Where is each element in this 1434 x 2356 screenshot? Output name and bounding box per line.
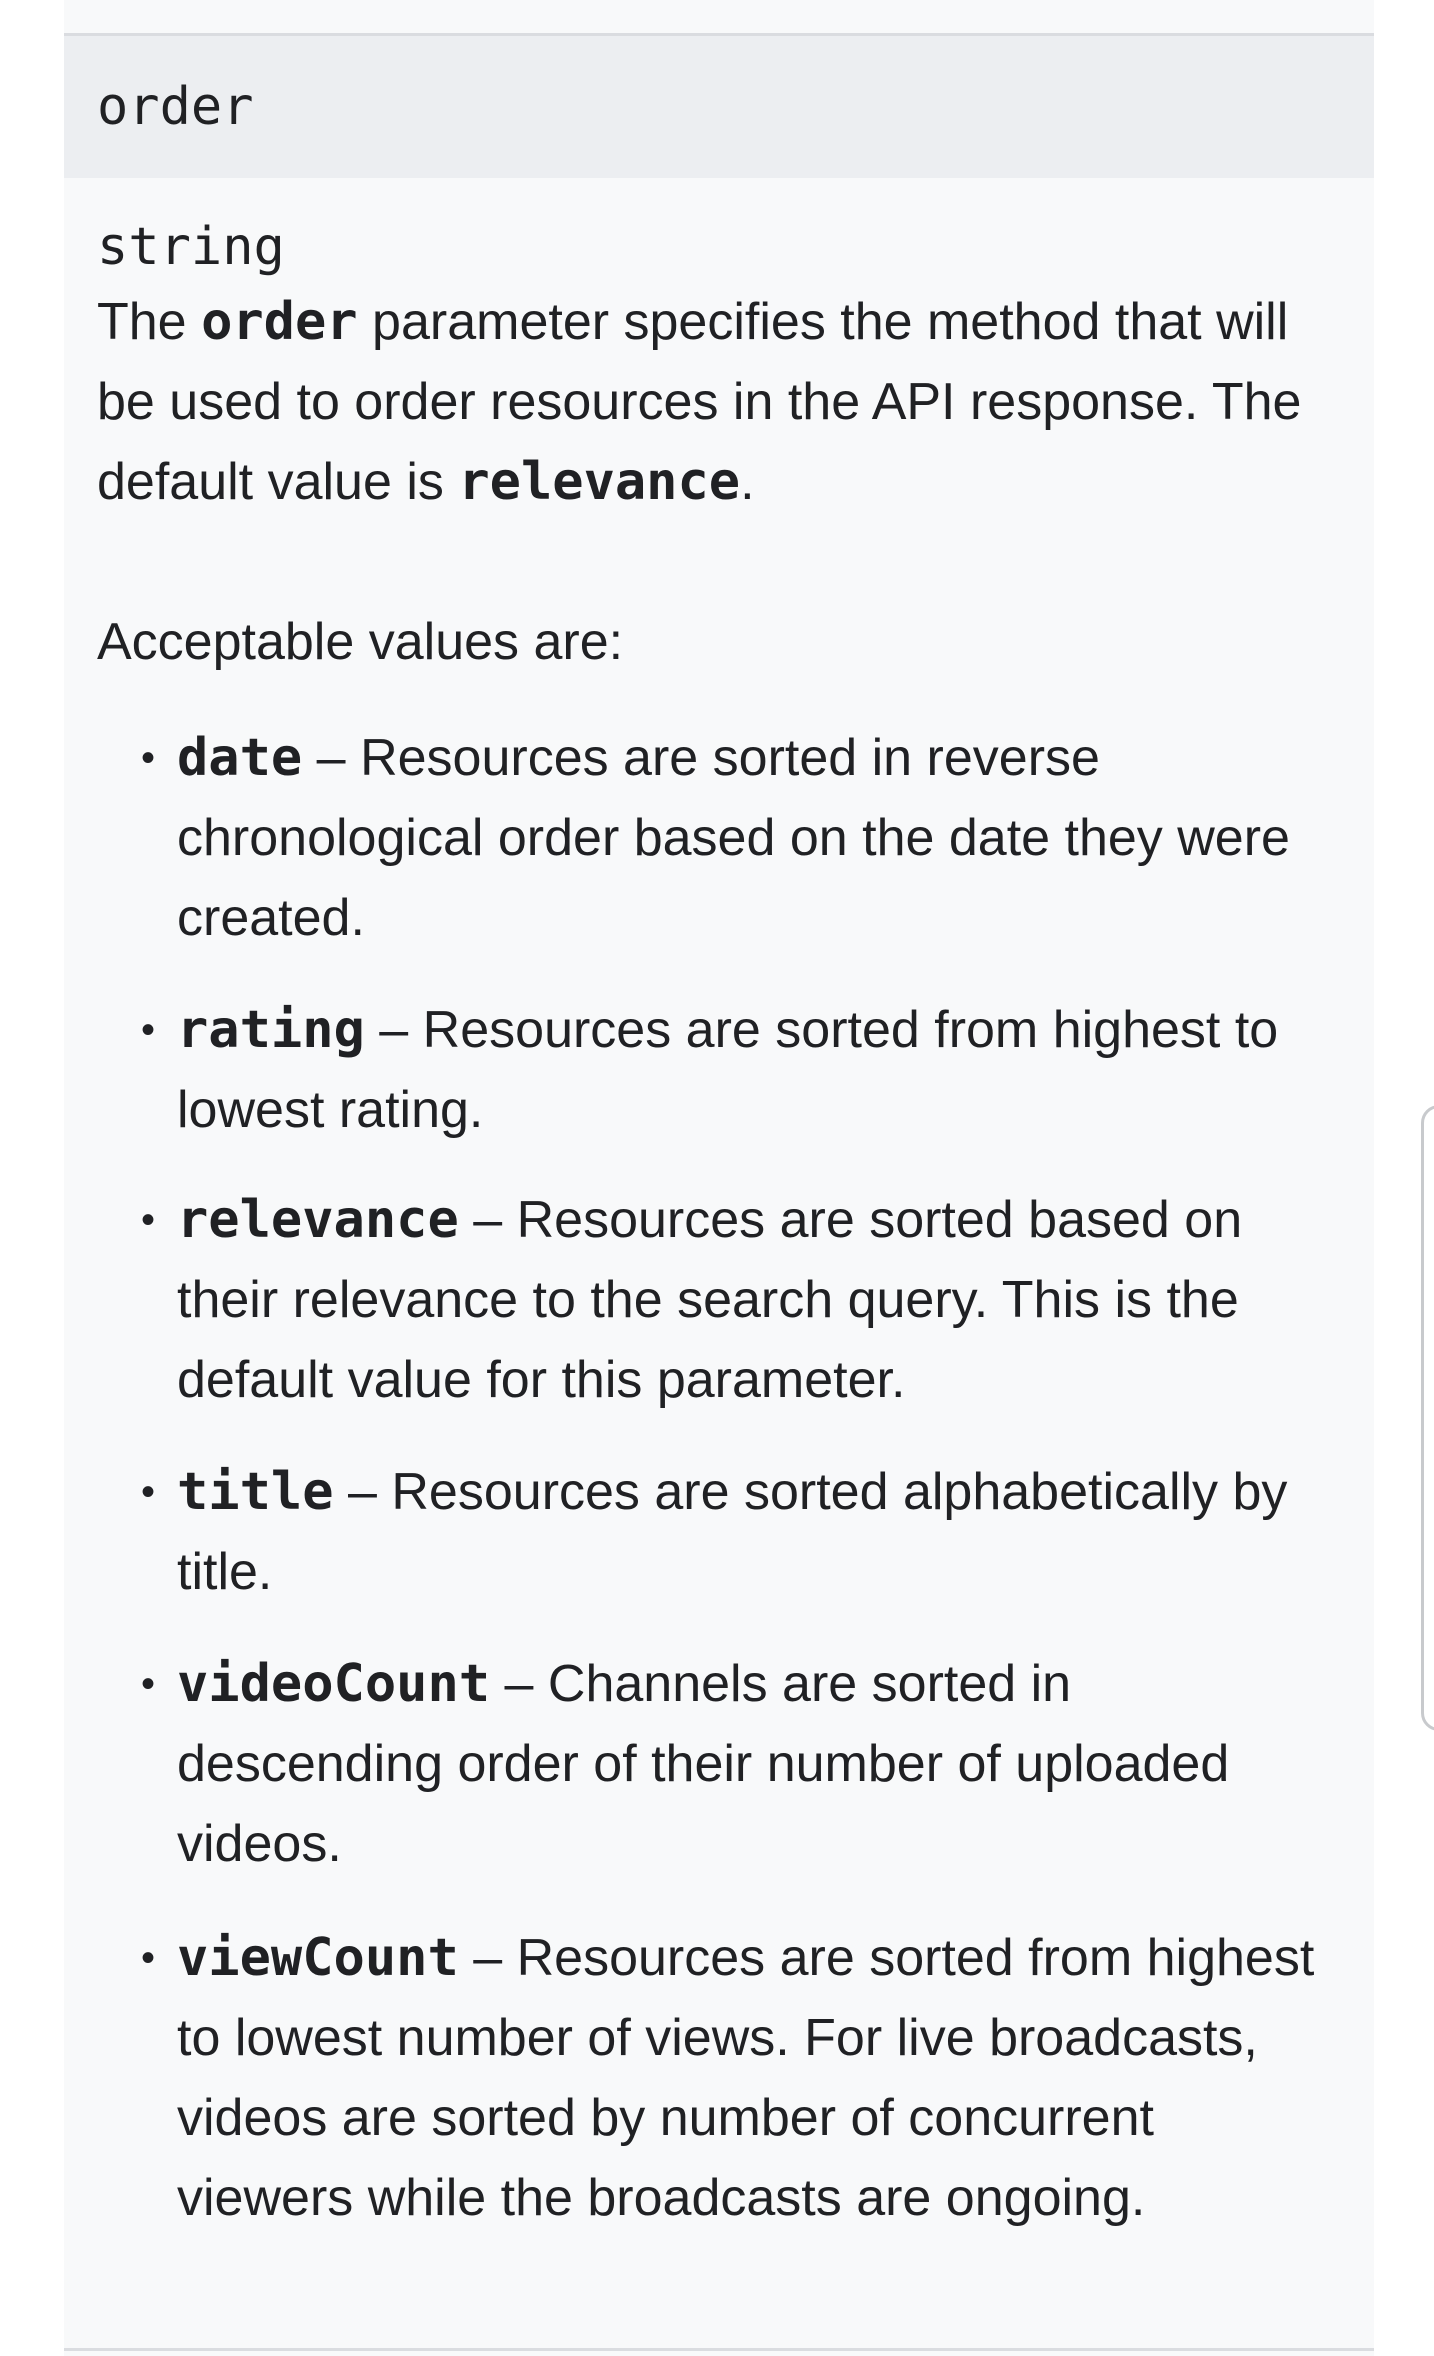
parameter-description	[97, 282, 1337, 522]
bullet-icon: •	[141, 1936, 156, 1980]
value-code: title	[177, 1462, 334, 1522]
value-dash: –	[458, 1929, 517, 1987]
parameter-name: order	[97, 77, 254, 137]
value-code: viewCount	[177, 1928, 459, 1988]
value-code: relevance	[177, 1190, 459, 1250]
list-item	[141, 1918, 1337, 2238]
list-item	[141, 1644, 1337, 1884]
description-prefix: The	[97, 293, 202, 351]
value-code: rating	[177, 1000, 365, 1060]
value-code: date	[177, 728, 303, 788]
value-description: Resources are sorted from highest to lowest number of views. For live broadcasts, videos are sorted by number of concurrent viewers while the broadcasts are ongoing.	[177, 1929, 1315, 2227]
description-suffix: .	[740, 453, 755, 511]
value-code: videoCount	[177, 1654, 491, 1714]
value-description: Resources are sorted in reverse chronological order based on the date they were created.	[177, 729, 1290, 947]
acceptable-values-intro: Acceptable values are:	[97, 613, 624, 671]
side-panel-handle[interactable]	[1421, 1105, 1434, 1731]
bullet-icon: •	[141, 1662, 156, 1706]
list-item	[141, 718, 1337, 958]
list-item	[141, 1180, 1337, 1420]
parameter-body	[97, 212, 1337, 682]
bullet-icon: •	[141, 1198, 156, 1242]
value-description: Channels are sorted in descending order of their number of uploaded videos.	[177, 1655, 1230, 1873]
parameter-header	[64, 36, 1374, 178]
bullet-icon: •	[141, 1470, 156, 1514]
value-description: Resources are sorted based on their relevance to the search query. This is the default value for this parameter.	[177, 1191, 1243, 1409]
list-item	[141, 1452, 1337, 1612]
value-description: Resources are sorted alphabetically by title.	[177, 1463, 1288, 1601]
value-dash: –	[490, 1655, 548, 1713]
value-dash: –	[364, 1001, 423, 1059]
bottom-divider	[64, 2348, 1374, 2351]
description-code-order: order	[201, 292, 358, 352]
bullet-icon: •	[141, 736, 156, 780]
value-dash: –	[333, 1463, 392, 1521]
parameter-type: string	[97, 217, 285, 277]
bullet-icon: •	[141, 1008, 156, 1052]
value-dash: –	[458, 1191, 517, 1249]
default-value-code: relevance	[458, 452, 741, 512]
value-dash: –	[302, 729, 361, 787]
value-description: Resources are sorted from highest to lowest rating.	[177, 1001, 1279, 1139]
description-middle: parameter specifies the method that will be used to order resources in the API response. The default value is	[97, 293, 1302, 511]
list-item	[141, 990, 1337, 1150]
